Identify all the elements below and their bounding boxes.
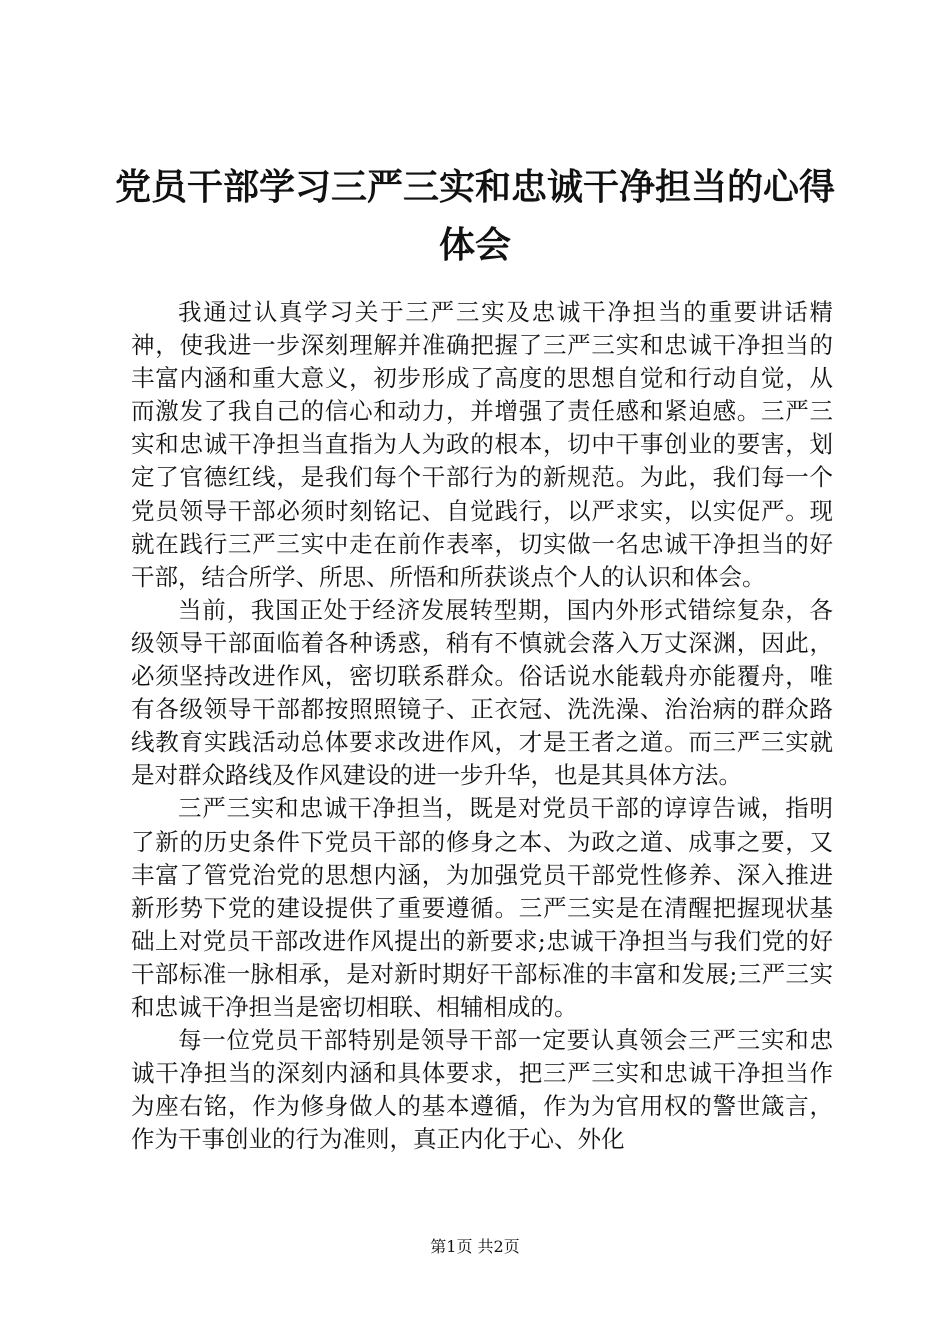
paragraph-3: 三严三实和忠诚干净担当，既是对党员干部的谆谆告诫，指明了新的历史条件下党员干部的修身之本、为政之道、成事之要，又丰富了管党治党的思想内涵，为加强党员干部党性修养、深入推进新形势下党的建设提供了重要遵循。三严三实是在清醒把握现状基础上对党员干部改进作风提出的新要求;忠诚干净担当与我们党的好干部标准一脉相承，是对新时期好干部标准的丰富和发展;三严三实和忠诚干净担当是密切相联、相辅相成的。 xyxy=(131,794,833,1021)
paragraph-4: 每一位党员干部特别是领导干部一定要认真领会三严三实和忠诚干净担当的深刻内涵和具体要求，把三严三实和忠诚干净担当作为座右铭，作为修身做人的基本遵循，作为为官用权的警世箴言，作为干事创业的行为准则，真正内化于心、外化 xyxy=(131,1026,833,1154)
document-body xyxy=(131,296,833,1156)
page-footer: 第1页 共2页 xyxy=(430,1237,520,1256)
document-title: 党员干部学习三严三实和忠诚干净担当的心得体会 xyxy=(114,166,835,266)
paragraph-1: 我通过认真学习关于三严三实及忠诚干净担当的重要讲话精神，使我进一步深刻理解并准确把握了三严三实和忠诚干净担当的丰富内涵和重大意义，初步形成了高度的思想自觉和行动自觉，从而激发了我自己的信心和动力，并增强了责任感和紧迫感。三严三实和忠诚干净担当直指为人为政的根本，切中干事创业的要害，划定了官德红线，是我们每个干部行为的新规范。为此，我们每一个党员领导干部必须时刻铭记、自觉践行，以严求实，以实促严。现就在践行三严三实中走在前作表率，切实做一名忠诚干净担当的好干部，结合所学、所思、所悟和所获谈点个人的认识和体会。 xyxy=(131,298,833,591)
paragraph-2: 当前，我国正处于经济发展转型期，国内外形式错综复杂，各级领导干部面临着各种诱惑，稍有不慎就会落入万丈深渊，因此，必须坚持改进作风，密切联系群众。俗话说水能载舟亦能覆舟，唯有各级领导干部都按照照镜子、正衣冠、洗洗澡、治治病的群众路线教育实践活动总体要求改进作风，才是王者之道。而三严三实就是对群众路线及作风建设的进一步升华，也是其具体方法。 xyxy=(131,595,833,790)
